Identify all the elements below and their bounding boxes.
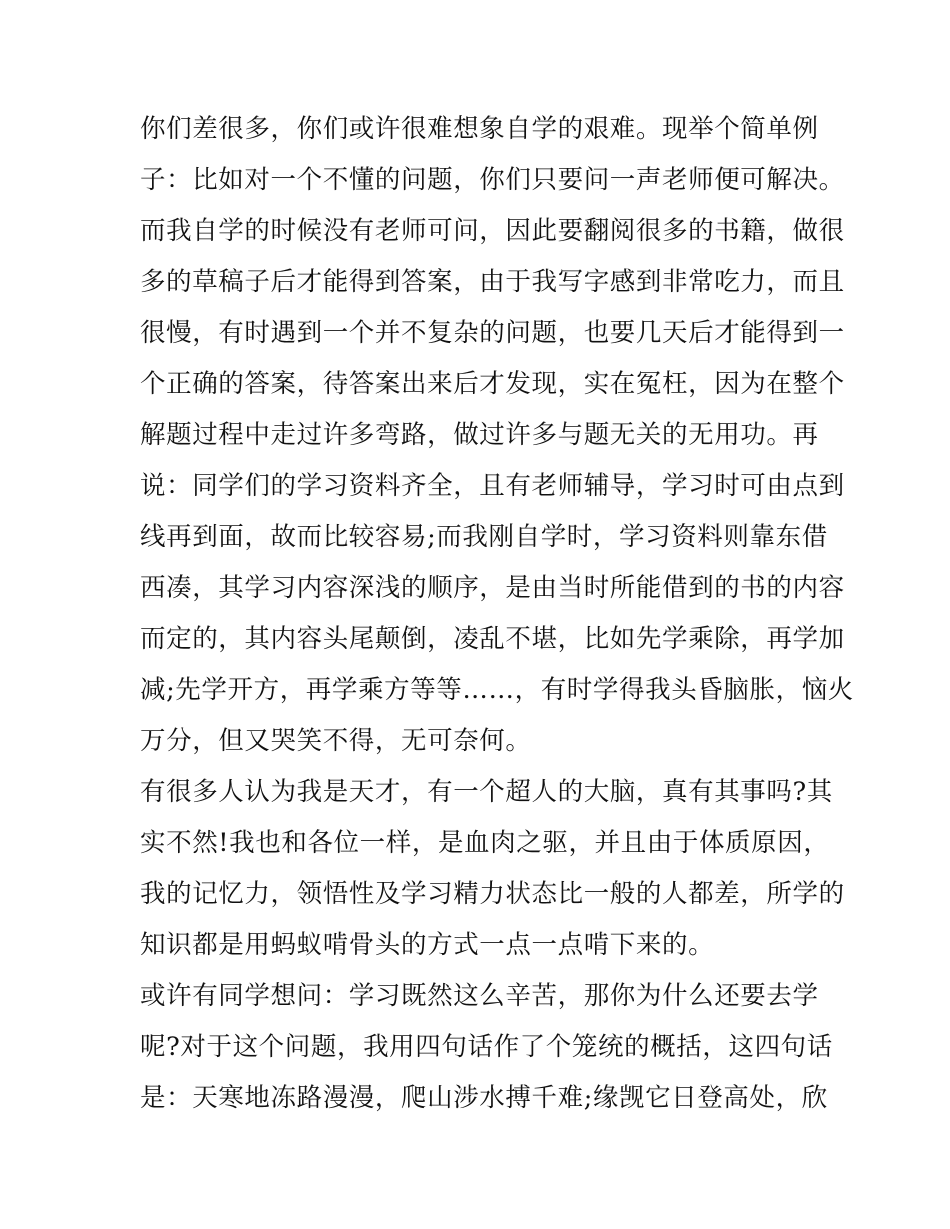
text-line-3: 而我自学的时候没有老师可问，因此要翻阅很多的书籍，做很 xyxy=(140,216,845,246)
text-line-8: 说：同学们的学习资料齐全，且有老师辅导，学习时可由点到 xyxy=(140,471,845,501)
text-line-12: 减;先学开方，再学乘方等等……，有时学得我头昏脑胀，恼火 xyxy=(140,675,854,705)
text-line-13: 万分，但又哭笑不得，无可奈何。 xyxy=(140,726,532,756)
text-line-10: 西凑，其学习内容深浅的顺序，是由当时所能借到的书的内容 xyxy=(140,573,845,603)
text-line-17: 知识都是用蚂蚁啃骨头的方式一点一点啃下来的。 xyxy=(140,930,715,960)
text-line-20: 是：天寒地冻路漫漫，爬山涉水搏千难;缘觊它日登高处，欣 xyxy=(140,1083,828,1113)
text-line-16: 我的记忆力，领悟性及学习精力状态比一般的人都差，所学的 xyxy=(140,879,845,909)
text-line-1: 你们差很多，你们或许很难想象自学的艰难。现举个简单例 xyxy=(140,114,819,144)
text-line-18: 或许有同学想问：学习既然这么辛苦，那你为什么还要去学 xyxy=(140,981,819,1011)
text-line-6: 个正确的答案，待答案出来后才发现，实在冤枉，因为在整个 xyxy=(140,369,845,399)
text-line-7: 解题过程中走过许多弯路，做过许多与题无关的无用功。再 xyxy=(140,420,819,450)
text-line-11: 而定的，其内容头尾颠倒，凌乱不堪，比如先学乘除，再学加 xyxy=(140,624,845,654)
text-line-5: 很慢，有时遇到一个并不复杂的问题，也要几天后才能得到一 xyxy=(140,318,845,348)
text-line-2: 子：比如对一个不懂的问题，你们只要问一声老师便可解决。 xyxy=(140,165,845,195)
text-line-14: 有很多人认为我是天才，有一个超人的大脑，真有其事吗?其 xyxy=(140,777,833,807)
text-line-15: 实不然!我也和各位一样，是血肉之驱，并且由于体质原因， xyxy=(140,828,830,858)
text-line-19: 呢?对于这个问题，我用四句话作了个笼统的概括，这四句话 xyxy=(140,1032,833,1062)
text-line-9: 线再到面，故而比较容易;而我刚自学时，学习资料则靠东借 xyxy=(140,522,828,552)
body-text xyxy=(140,104,854,1124)
text-line-4: 多的草稿子后才能得到答案，由于我写字感到非常吃力，而且 xyxy=(140,267,845,297)
